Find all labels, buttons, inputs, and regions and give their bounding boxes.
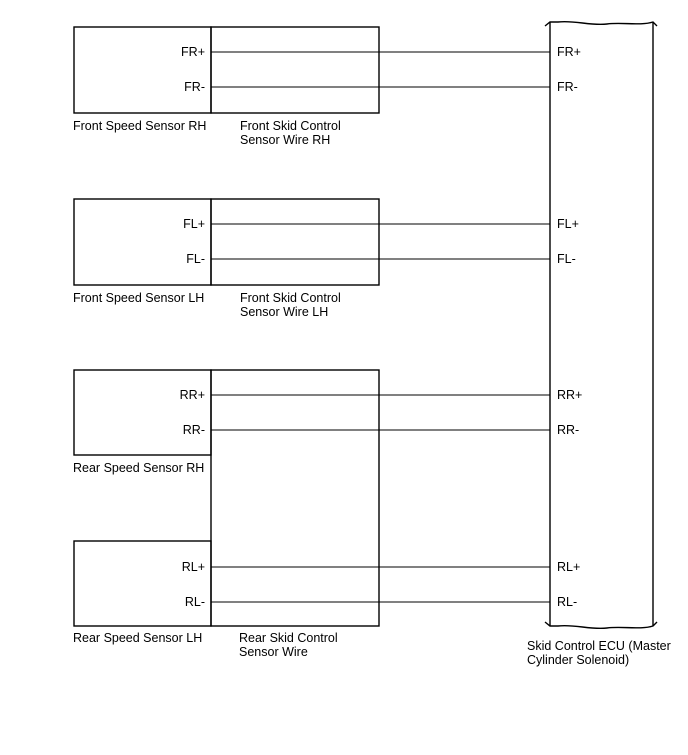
sensor-terminal-fr-plus: FR+ bbox=[181, 45, 205, 59]
rear-speed-sensor-rh-box bbox=[74, 370, 211, 455]
ecu-terminal-fl-plus: FL+ bbox=[557, 217, 579, 231]
skid-control-ecu-block bbox=[545, 22, 657, 629]
front-skid-control-wire-lh-label-line1: Front Skid Control bbox=[240, 291, 341, 305]
rear-skid-control-sensor-wire-box bbox=[211, 370, 379, 626]
rear-skid-control-wire-label-line2: Sensor Wire bbox=[239, 645, 308, 659]
ecu-label-line2: Cylinder Solenoid) bbox=[527, 653, 630, 667]
sensor-terminal-rr-minus: RR- bbox=[182, 423, 205, 437]
ecu-terminal-fr-plus: FR+ bbox=[557, 45, 581, 59]
front-skid-control-sensor-wire-rh-box bbox=[211, 27, 379, 113]
ecu-terminal-fl-minus: FL- bbox=[557, 252, 576, 266]
sensor-terminal-fl-plus: FL+ bbox=[183, 217, 205, 231]
sensor-terminal-fr-minus: FR- bbox=[184, 80, 205, 94]
front-speed-sensor-rh-label: Front Speed Sensor RH bbox=[73, 119, 207, 133]
rear-speed-sensor-rh-label: Rear Speed Sensor RH bbox=[73, 461, 205, 475]
sensor-terminal-fl-minus: FL- bbox=[186, 252, 205, 266]
sensor-terminal-rl-minus: RL- bbox=[184, 595, 205, 609]
rear-speed-sensor-lh-box bbox=[74, 541, 211, 626]
front-skid-control-sensor-wire-lh-box bbox=[211, 199, 379, 285]
ecu-terminal-rl-minus: RL- bbox=[557, 595, 578, 609]
front-speed-sensor-lh-box bbox=[74, 199, 211, 285]
front-skid-control-wire-rh-label-line2: Sensor Wire RH bbox=[240, 133, 331, 147]
ecu-terminal-fr-minus: FR- bbox=[557, 80, 578, 94]
sensor-terminal-rl-plus: RL+ bbox=[181, 560, 205, 574]
rear-skid-control-wire-label-line1: Rear Skid Control bbox=[239, 631, 338, 645]
rear-speed-sensor-lh-label: Rear Speed Sensor LH bbox=[73, 631, 203, 645]
sensor-terminal-rr-plus: RR+ bbox=[179, 388, 205, 402]
ecu-terminal-rl-plus: RL+ bbox=[557, 560, 581, 574]
ecu-terminal-rr-plus: RR+ bbox=[557, 388, 583, 402]
front-speed-sensor-rh-box bbox=[74, 27, 211, 113]
front-skid-control-wire-rh-label-line1: Front Skid Control bbox=[240, 119, 341, 133]
ecu-label-line1: Skid Control ECU (Master bbox=[527, 639, 671, 653]
ecu-terminal-rr-minus: RR- bbox=[557, 423, 580, 437]
front-speed-sensor-lh-label: Front Speed Sensor LH bbox=[73, 291, 205, 305]
front-skid-control-wire-lh-label-line2: Sensor Wire LH bbox=[240, 305, 329, 319]
